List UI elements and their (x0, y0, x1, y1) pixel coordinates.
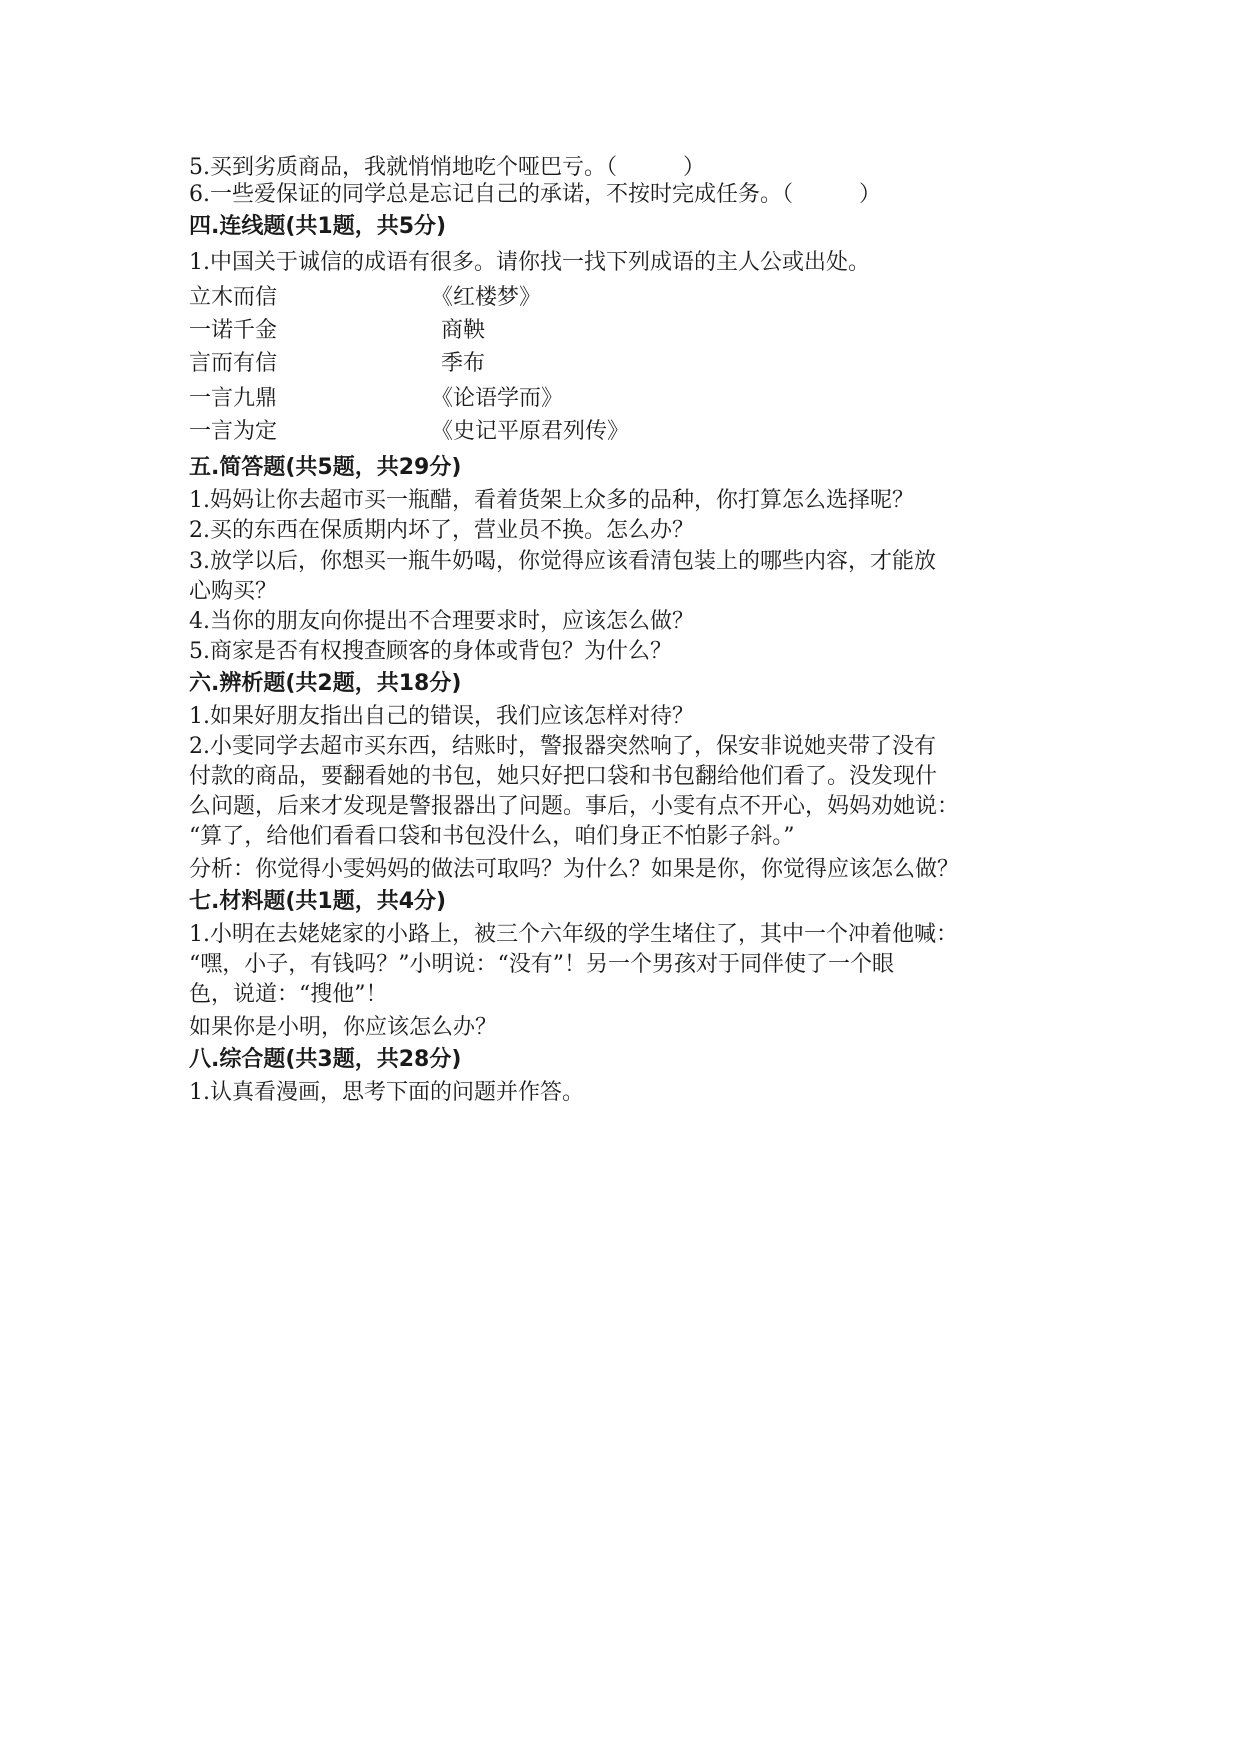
question-6-2-analysis: 分析：你觉得小雯妈妈的做法可取吗？为什么？如果是你，你觉得应该怎么做？ (189, 857, 960, 882)
question-6-2-line1: 2.小雯同学去超市买东西，结账时，警报器突然响了，保安非说她夹带了没有 (189, 734, 936, 759)
question-5-3-line1: 3.放学以后，你想买一瓶牛奶喝，你觉得应该看清包装上的哪些内容，才能放 (189, 549, 936, 574)
question-7-1-question: 如果你是小明，你应该怎么办？ (189, 1015, 498, 1040)
idiom-right-5: 《史记平原君列传》 (431, 419, 630, 444)
question-5-3-line2: 心购买？ (189, 579, 278, 604)
question-8-1: 1.认真看漫画，思考下面的问题并作答。 (189, 1080, 584, 1105)
question-3-5: 5.买到劣质商品，我就悄悄地吃个哑巴亏。（ ） (189, 155, 705, 180)
question-4-1: 1.中国关于诚信的成语有很多。请你找一找下列成语的主人公或出处。 (189, 250, 870, 275)
question-6-2-line4: “算了，给他们看看口袋和书包没什么，咱们身正不怕影子斜。” (189, 824, 795, 849)
section-4-heading: 四.连线题(共1题，共5分) (189, 214, 447, 239)
question-6-2-line2: 付款的商品，要翻看她的书包，她只好把口袋和书包翻给他们看了。没发现什 (189, 764, 938, 789)
idiom-right-2: 商鞅 (441, 318, 486, 343)
idiom-left-3: 言而有信 (189, 351, 278, 376)
question-7-1-line1: 1.小明在去姥姥家的小路上，被三个六年级的学生堵住了，其中一个冲着他喊： (189, 922, 958, 947)
question-5-5: 5.商家是否有权搜查顾客的身体或背包？为什么？ (189, 639, 672, 664)
question-5-4: 4.当你的朋友向你提出不合理要求时，应该怎么做？ (189, 609, 694, 634)
section-5-heading: 五.简答题(共5题，共29分) (189, 455, 462, 480)
question-6-2-line3: 么问题，后来才发现是警报器出了问题。事后，小雯有点不开心，妈妈劝她说： (189, 794, 960, 819)
question-5-2: 2.买的东西在保质期内坏了，营业员不换。怎么办？ (189, 518, 694, 543)
question-5-1: 1.妈妈让你去超市买一瓶醋，看着货架上众多的品种，你打算怎么选择呢？ (189, 488, 914, 513)
idiom-left-1: 立木而信 (189, 285, 278, 310)
question-7-1-line3: 色，说道：“搜他”！ (189, 982, 388, 1007)
question-7-1-line2: “嘿，小子，有钱吗？”小明说：“没有”！另一个男孩对于同伴使了一个眼 (189, 952, 894, 977)
section-7-heading: 七.材料题(共1题，共4分) (189, 889, 447, 914)
idiom-left-4: 一言九鼎 (189, 386, 278, 411)
section-6-heading: 六.辨析题(共2题，共18分) (189, 671, 462, 696)
question-6-1: 1.如果好朋友指出自己的错误，我们应该怎样对待？ (189, 704, 694, 729)
question-3-6: 6.一些爱保证的同学总是忘记自己的承诺，不按时完成任务。（ ） (189, 182, 881, 207)
idiom-right-4: 《论语学而》 (431, 386, 564, 411)
idiom-left-2: 一诺千金 (189, 318, 278, 343)
section-8-heading: 八.综合题(共3题，共28分) (189, 1047, 462, 1072)
idiom-left-5: 一言为定 (189, 419, 278, 444)
idiom-right-1: 《红楼梦》 (431, 285, 542, 310)
idiom-right-3: 季布 (441, 351, 486, 376)
